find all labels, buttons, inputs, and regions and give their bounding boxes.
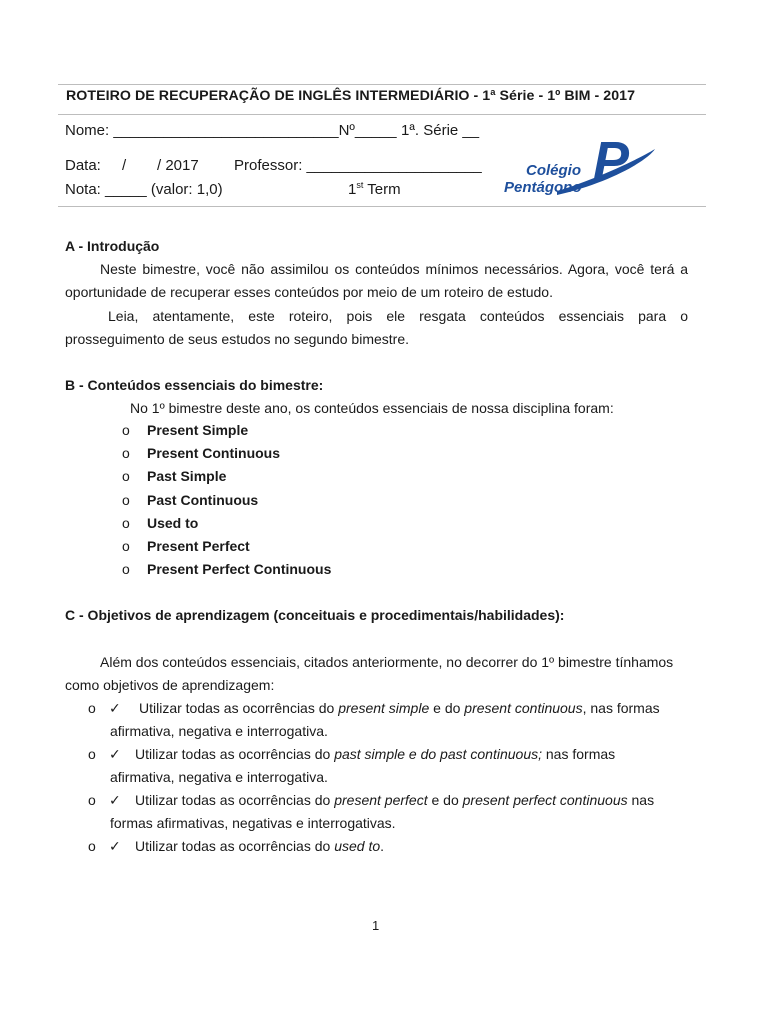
top-rule (58, 84, 706, 85)
data-year: / 2017 (157, 157, 199, 174)
colegio-pentagono-logo (497, 139, 659, 197)
term-label: 1st Term (348, 180, 401, 198)
check-icon: ✓ (109, 746, 121, 762)
section-c-intro: Além dos conteúdos essenciais, citados anteriormente, no decorrer do 1º bimestre tínhamos como objetivos de aprendizagem: (65, 654, 674, 693)
logo-line2: Pentágono (504, 179, 582, 196)
check-icon: ✓ (109, 700, 121, 716)
section-a-paragraph-2: Leia, atentamente, este roteiro, pois ele resgata conteúdos essenciais para o prosseguimento de seus estudos no segundo bimestre. (65, 308, 688, 347)
document-title: ROTEIRO DE RECUPERAÇÃO DE INGLÊS INTERMEDIÁRIO - 1ª Série - 1º BIM - 2017 (66, 88, 636, 104)
list-item: o Present Continuous (122, 445, 281, 462)
section-b-title: B - Conteúdos essenciais do bimestre: (65, 377, 324, 393)
list-item: o Present Perfect (122, 537, 250, 554)
nota-field: Nota: _____ (valor: 1,0) (65, 181, 223, 198)
header-bottom-rule (58, 206, 706, 207)
section-b-intro: No 1º bimestre deste ano, os conteúdos essenciais de nossa disciplina foram: (130, 400, 614, 416)
serie-field: 1ª. Série __ (401, 122, 480, 139)
logo-line1: Colégio (526, 162, 581, 179)
list-item: o Past Simple (122, 468, 227, 485)
professor-field: Professor: _____________________ (234, 157, 482, 174)
logo-letter: P (593, 139, 630, 191)
list-item: o Present Perfect Continuous (122, 561, 332, 578)
list-item: o Present Simple (122, 422, 249, 438)
nome-field: Nome: ___________________________Nº_____ (65, 122, 397, 139)
check-icon: ✓ (109, 838, 121, 854)
content-list (122, 419, 331, 581)
section-a-paragraph-1: Neste bimestre, você não assimilou os conteúdos mínimos necessários. Agora, você terá a oportunidade de recuperar esses conteúdos por meio de um roteiro de estudo. (65, 261, 688, 300)
section-a-title: A - Introdução (65, 238, 160, 254)
data-label: Data: (65, 157, 101, 174)
list-item: o Past Continuous (122, 491, 259, 508)
check-icon: ✓ (109, 792, 121, 808)
title-rule (58, 114, 706, 115)
page-number: 1 (372, 918, 380, 933)
data-slash: / (122, 157, 127, 174)
list-item: o Used to (122, 514, 199, 531)
section-c-title: C - Objetivos de aprendizagem (conceituais e procedimentais/habilidades): (65, 607, 565, 623)
